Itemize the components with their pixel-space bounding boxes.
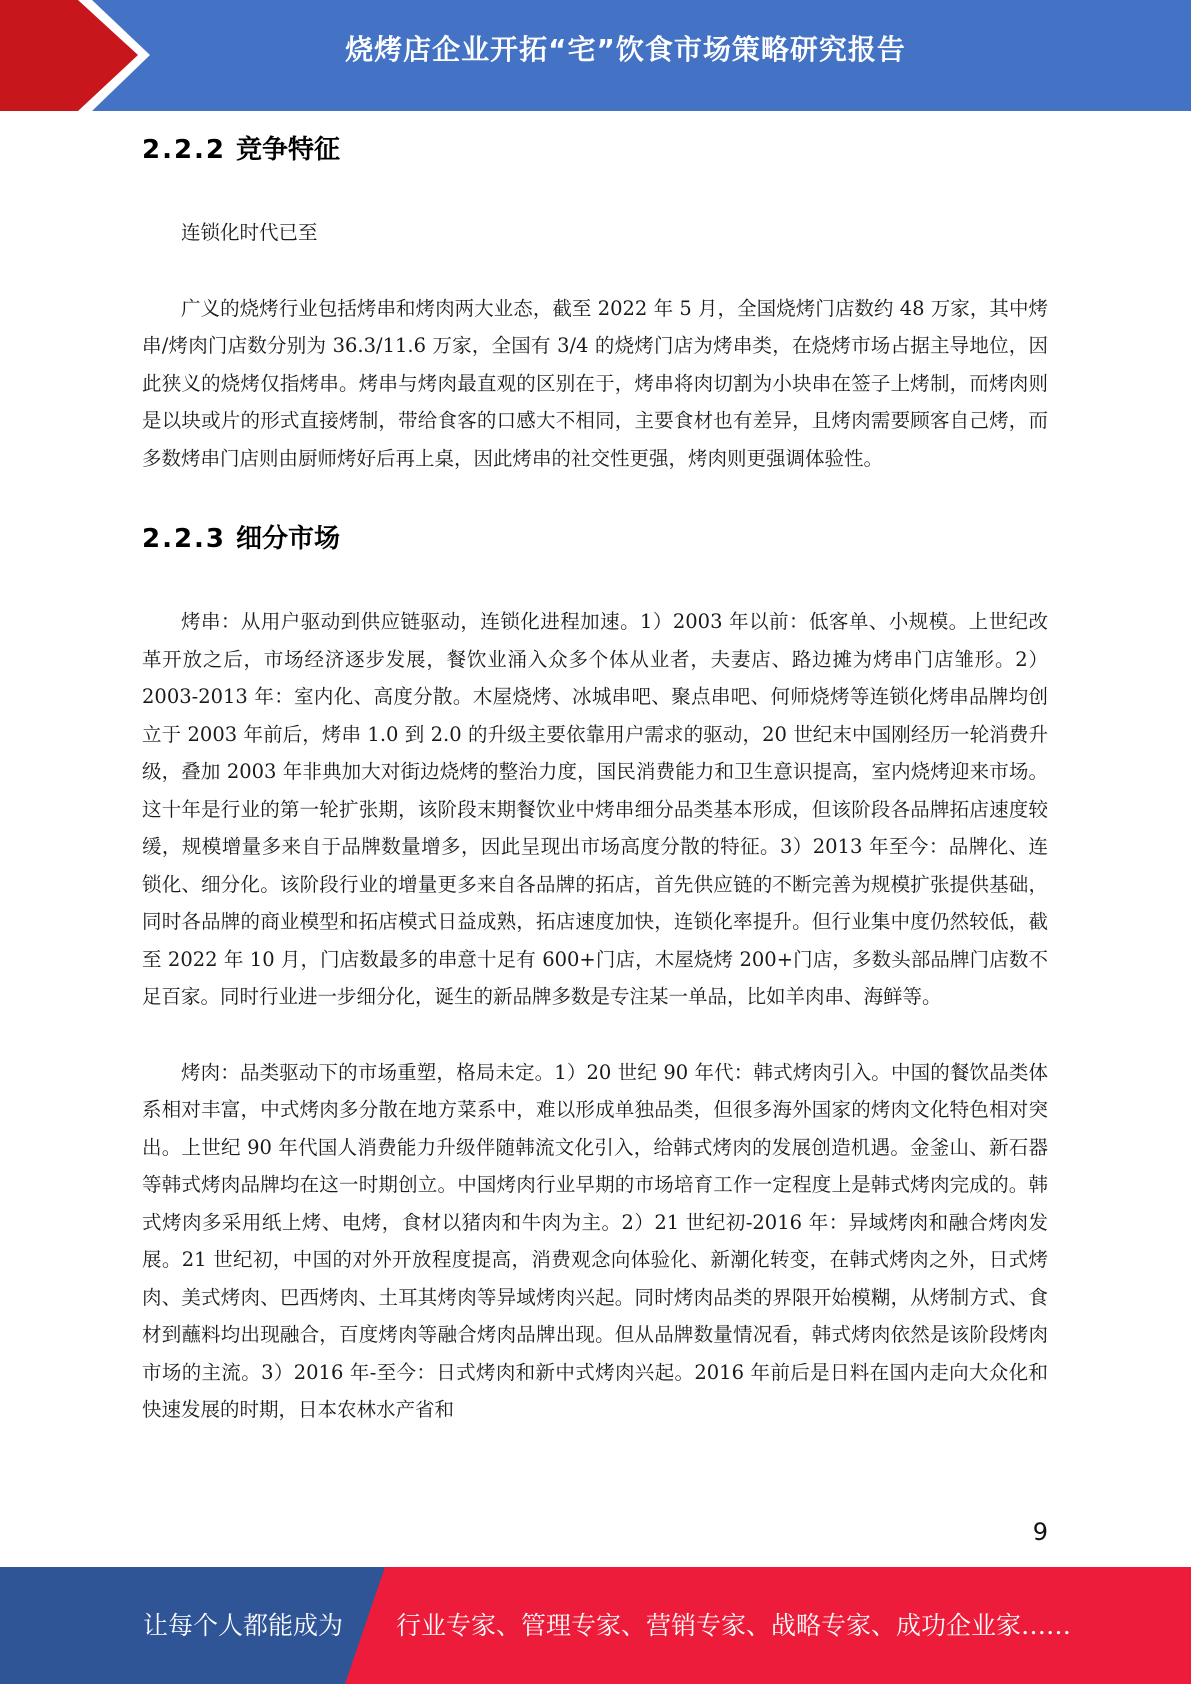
section-heading-2-2-2	[142, 130, 1048, 170]
section-heading-2-2-3	[142, 519, 1048, 559]
section-title: 竞争特征	[236, 135, 341, 165]
paragraph: 烤串：从用户驱动到供应链驱动，连锁化进程加速。1）2003 年以前：低客单、小规模。上世纪改革开放之后，市场经济逐步发展，餐饮业涌入众多个体从业者，夫妻店、路边摊为烤串门店雏形。2）2003-2013 年：室内化、高度分散。木屋烧烤、冰城串吧、聚点串吧、何师烧烤等连锁化烤串品牌均创立于 2003 年前后，烤串 1.0 到 2.0 的升级主要依靠用户需求的驱动，20 世纪末中国刚经历一轮消费升级，叠加 2003 年非典加大对街边烧烤的整治力度，国民消费能力和卫生意识提高，室内烧烤迎来市场。这十年是行业的第一轮扩张期，该阶段末期餐饮业中烤串细分品类基本形成，但该阶段各品牌拓店速度较缓，规模增量多来自于品牌数量增多，因此呈现出市场高度分散的特征。3）2013 年至今：品牌化、连锁化、细分化。该阶段行业的增量更多来自各品牌的拓店，首先供应链的不断完善为规模扩张提供基础，同时各品牌的商业模型和拓店模式日益成熟，拓店速度加快，连锁化率提升。但行业集中度仍然较低，截至 2022 年 10 月，门店数最多的串意十足有 600+门店，木屋烧烤 200+门店，多数头部品牌门店数不足百家。同时行业进一步细分化，诞生的新品牌多数是专注某一单品，比如羊肉串、海鲜等。	[142, 610, 1048, 1008]
footer-banner	[0, 1567, 1191, 1684]
footer-slogan-left: 让每个人都能成为	[143, 1611, 344, 1640]
section-number: 2.2.2	[142, 135, 227, 165]
paragraph: 连锁化时代已至	[181, 221, 318, 244]
header-banner	[0, 0, 1191, 111]
paragraph: 广义的烧烤行业包括烤串和烤肉两大业态，截至 2022 年 5 月，全国烧烤门店数约 48 万家，其中烤串/烤肉门店数分别为 36.3/11.6 万家，全国有 3/4 的烧烤门店为烤串类，在烧烤市场占据主导地位，因此狭义的烧烤仅指烤串。烤串与烤肉最直观的区别在于，烤串将肉切割为小块串在签子上烤制，而烤肉则是以块或片的形式直接烤制，带给食客的口感大不相同，主要食材也有差异，且烤肉需要顾客自己烤，而多数烤串门店则由厨师烤好后再上桌，因此烤串的社交性更强，烤肉则更强调体验性。	[142, 296, 1048, 470]
paragraph: 烤肉：品类驱动下的市场重塑，格局未定。1）20 世纪 90 年代：韩式烤肉引入。中国的餐饮品类体系相对丰富，中式烤肉多分散在地方菜系中，难以形成单独品类，但很多海外国家的烤肉文化特色相对突出。上世纪 90 年代国人消费能力升级伴随韩流文化引入，给韩式烤肉的发展创造机遇。金釜山、新石器等韩式烤肉品牌均在这一时期创立。中国烤肉行业早期的市场培育工作一定程度上是韩式烤肉完成的。韩式烤肉多采用纸上烤、电烤，食材以猪肉和牛肉为主。2）21 世纪初-2016 年：异域烤肉和融合烤肉发展。21 世纪初，中国的对外开放程度提高，消费观念向体验化、新潮化转变，在韩式烤肉之外，日式烤肉、美式烤肉、巴西烤肉、土耳其烤肉等异域烤肉兴起。同时烤肉品类的界限开始模糊，从烤制方式、食材到蘸料均出现融合，百度烤肉等融合烤肉品牌出现。但从品牌数量情况看，韩式烤肉依然是该阶段烤肉市场的主流。3）2016 年-至今：日式烤肉和新中式烤肉兴起。2016 年前后是日料在国内走向大众化和快速发展的时期，日本农林水产省和	[142, 1060, 1048, 1421]
page-number: 9	[1032, 1518, 1048, 1546]
report-title: 烧烤店企业开拓“宅”饮食市场策略研究报告	[345, 33, 906, 66]
section-title: 细分市场	[236, 524, 341, 554]
footer-slogan-right: 行业专家、管理专家、营销专家、战略专家、成功企业家……	[396, 1611, 1072, 1640]
document-body	[142, 118, 1048, 1429]
section-number: 2.2.3	[142, 524, 227, 554]
